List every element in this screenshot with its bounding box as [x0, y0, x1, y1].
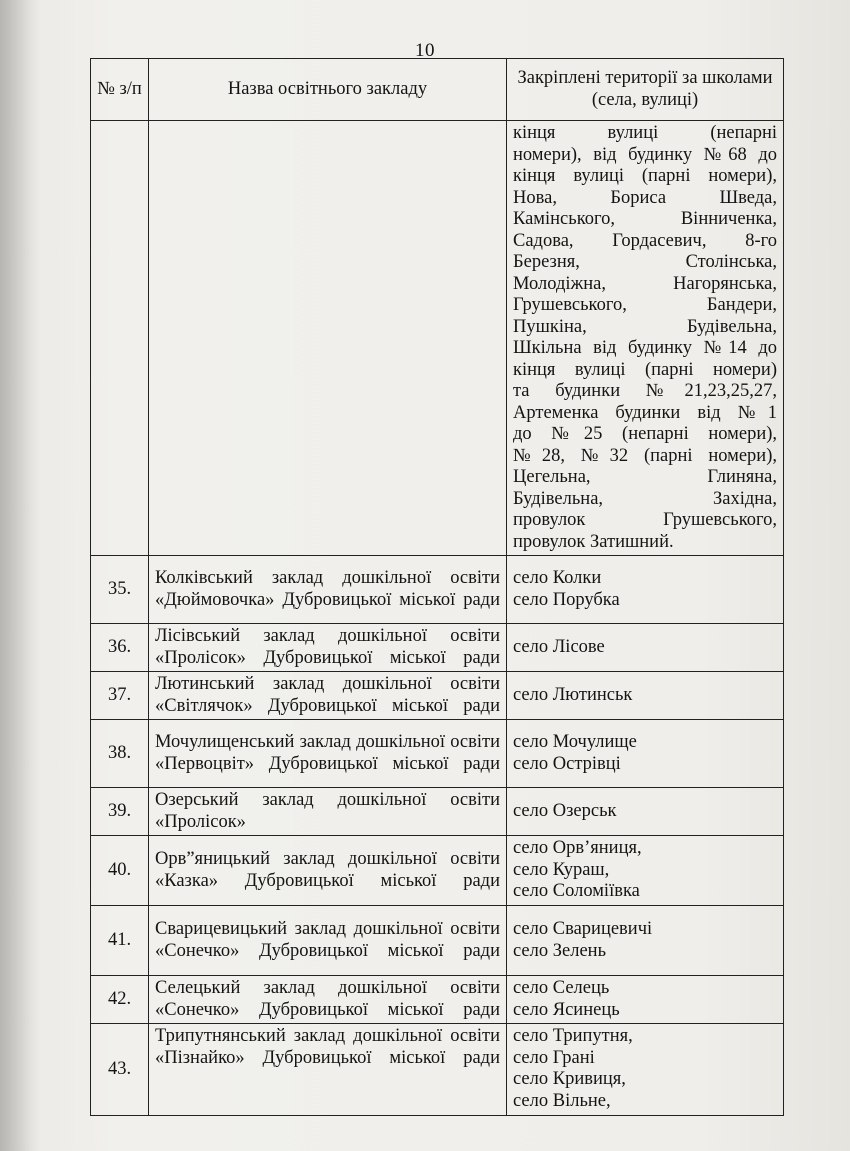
territory-line: та будинки №21,23,25,27,: [513, 381, 777, 401]
territory-line: Нова, Бориса Шведа,: [513, 187, 777, 208]
territory-line: провулок Грушевського,: [513, 510, 777, 530]
village: село Кривиця,: [513, 1069, 626, 1089]
institution-name: Орв”яницький заклад дошкільної освіти «Казка» Дубровицької міської ради: [149, 836, 507, 906]
row-num: 36.: [91, 624, 149, 672]
continuation-name-cell: [149, 121, 507, 556]
page-number: 10: [415, 40, 435, 61]
villages-cell: [507, 906, 784, 976]
row-num: 37.: [91, 672, 149, 720]
village: село Озерськ: [513, 800, 617, 821]
territory-line: кінця вулиці (непарні: [513, 123, 777, 143]
villages-cell: [507, 556, 784, 624]
territory-line: Грушевського, Бандери,: [513, 295, 777, 315]
villages-cell: [507, 788, 784, 836]
table-row: [91, 836, 784, 906]
territory-line: №28, №32 (парні номери),: [513, 445, 777, 466]
row-num: 38.: [91, 720, 149, 788]
village: село Кураш,: [513, 859, 610, 880]
table-row: [91, 1024, 784, 1116]
territory-line: Цегельна, Глиняна,: [513, 467, 777, 487]
village: село Орв’яниця,: [513, 838, 642, 859]
villages-cell: [507, 1024, 784, 1116]
header-territory: Закріплені території за школами (села, вулиці): [507, 59, 784, 121]
table-row: [91, 556, 784, 624]
villages-cell: [507, 672, 784, 720]
table-row: [91, 788, 784, 836]
row-num: 39.: [91, 788, 149, 836]
village: село Мочулище: [513, 732, 637, 752]
village: село Грані: [513, 1047, 595, 1068]
institution-name: Лютинський заклад дошкільної освіти «Світлячок» Дубровицької міської ради: [149, 672, 507, 720]
territories-table: [90, 58, 784, 1116]
continuation-territory-cell: [507, 121, 784, 556]
village: село Трипутня,: [513, 1026, 633, 1046]
villages-cell: [507, 624, 784, 672]
territory-line: номери), від будинку №68 до: [513, 144, 777, 165]
table-row: [91, 976, 784, 1024]
table-row-continuation: [91, 121, 784, 556]
territory-line: Березня, Столінська,: [513, 252, 777, 272]
row-num: 43.: [91, 1024, 149, 1116]
territory-line: Артеменка будинки від №1: [513, 402, 777, 423]
territory-line: провулок Затишний.: [513, 531, 674, 552]
header-name: Назва освітнього закладу: [149, 59, 507, 121]
table-row: [91, 720, 784, 788]
village: село Соломіївка: [513, 881, 640, 902]
village: село Лісове: [513, 636, 605, 657]
village: село Зелень: [513, 940, 607, 961]
table-row: [91, 672, 784, 720]
institution-name: Лісівський заклад дошкільної освіти «Пролісок» Дубровицької міської ради: [149, 624, 507, 672]
territory-line: Камінського, Вінниченка,: [513, 209, 777, 229]
territory-line: Молодіжна, Нагорянська,: [513, 273, 777, 294]
territory-line: кінця вулиці (парні номери): [513, 359, 777, 380]
territory-line: кінця вулиці (парні номери),: [513, 166, 777, 186]
territory-line: до №25 (непарні номери),: [513, 424, 777, 444]
village: село Вільне,: [513, 1090, 611, 1111]
row-num: 35.: [91, 556, 149, 624]
row-num: 41.: [91, 906, 149, 976]
continuation-num-cell: [91, 121, 149, 556]
institution-name: Озерський заклад дошкільної освіти «Пролісок»: [149, 788, 507, 836]
village: село Лютинськ: [513, 684, 633, 705]
scan-fold-shadow: [0, 0, 40, 1151]
village: село Сварицевичі: [513, 919, 653, 939]
institution-name: Сварицевицький заклад дошкільної освіти «Сонечко» Дубровицької міської ради: [149, 906, 507, 976]
villages-cell: [507, 976, 784, 1024]
village: село Селець: [513, 978, 610, 998]
row-num: 42.: [91, 976, 149, 1024]
territory-line: Садова, Гордасевич, 8-го: [513, 230, 777, 251]
institution-name: Мочулищенський заклад дошкільної освіти «Первоцвіт» Дубровицької міської ради: [149, 720, 507, 788]
table-row: [91, 624, 784, 672]
villages-cell: [507, 836, 784, 906]
territory-line: Будівельна, Західна,: [513, 488, 777, 509]
villages-cell: [507, 720, 784, 788]
village: село Колки: [513, 568, 602, 588]
header-num: № з/п: [91, 59, 149, 121]
institution-name: Трипутнянський заклад дошкільної освіти «Пізнайко» Дубровицької міської ради: [149, 1024, 507, 1116]
institution-name: Колківський заклад дошкільної освіти «Дюймовочка» Дубровицької міської ради: [149, 556, 507, 624]
row-num: 40.: [91, 836, 149, 906]
territory-line: Шкільна від будинку №14 до: [513, 338, 777, 358]
village: село Ясинець: [513, 999, 620, 1020]
table-header-row: [91, 59, 784, 121]
institution-name: Селецький заклад дошкільної освіти «Сонечко» Дубровицької міської ради: [149, 976, 507, 1024]
territory-line: Пушкіна, Будівельна,: [513, 316, 777, 337]
village: село Порубка: [513, 589, 620, 610]
table-row: [91, 906, 784, 976]
village: село Острівці: [513, 753, 621, 774]
